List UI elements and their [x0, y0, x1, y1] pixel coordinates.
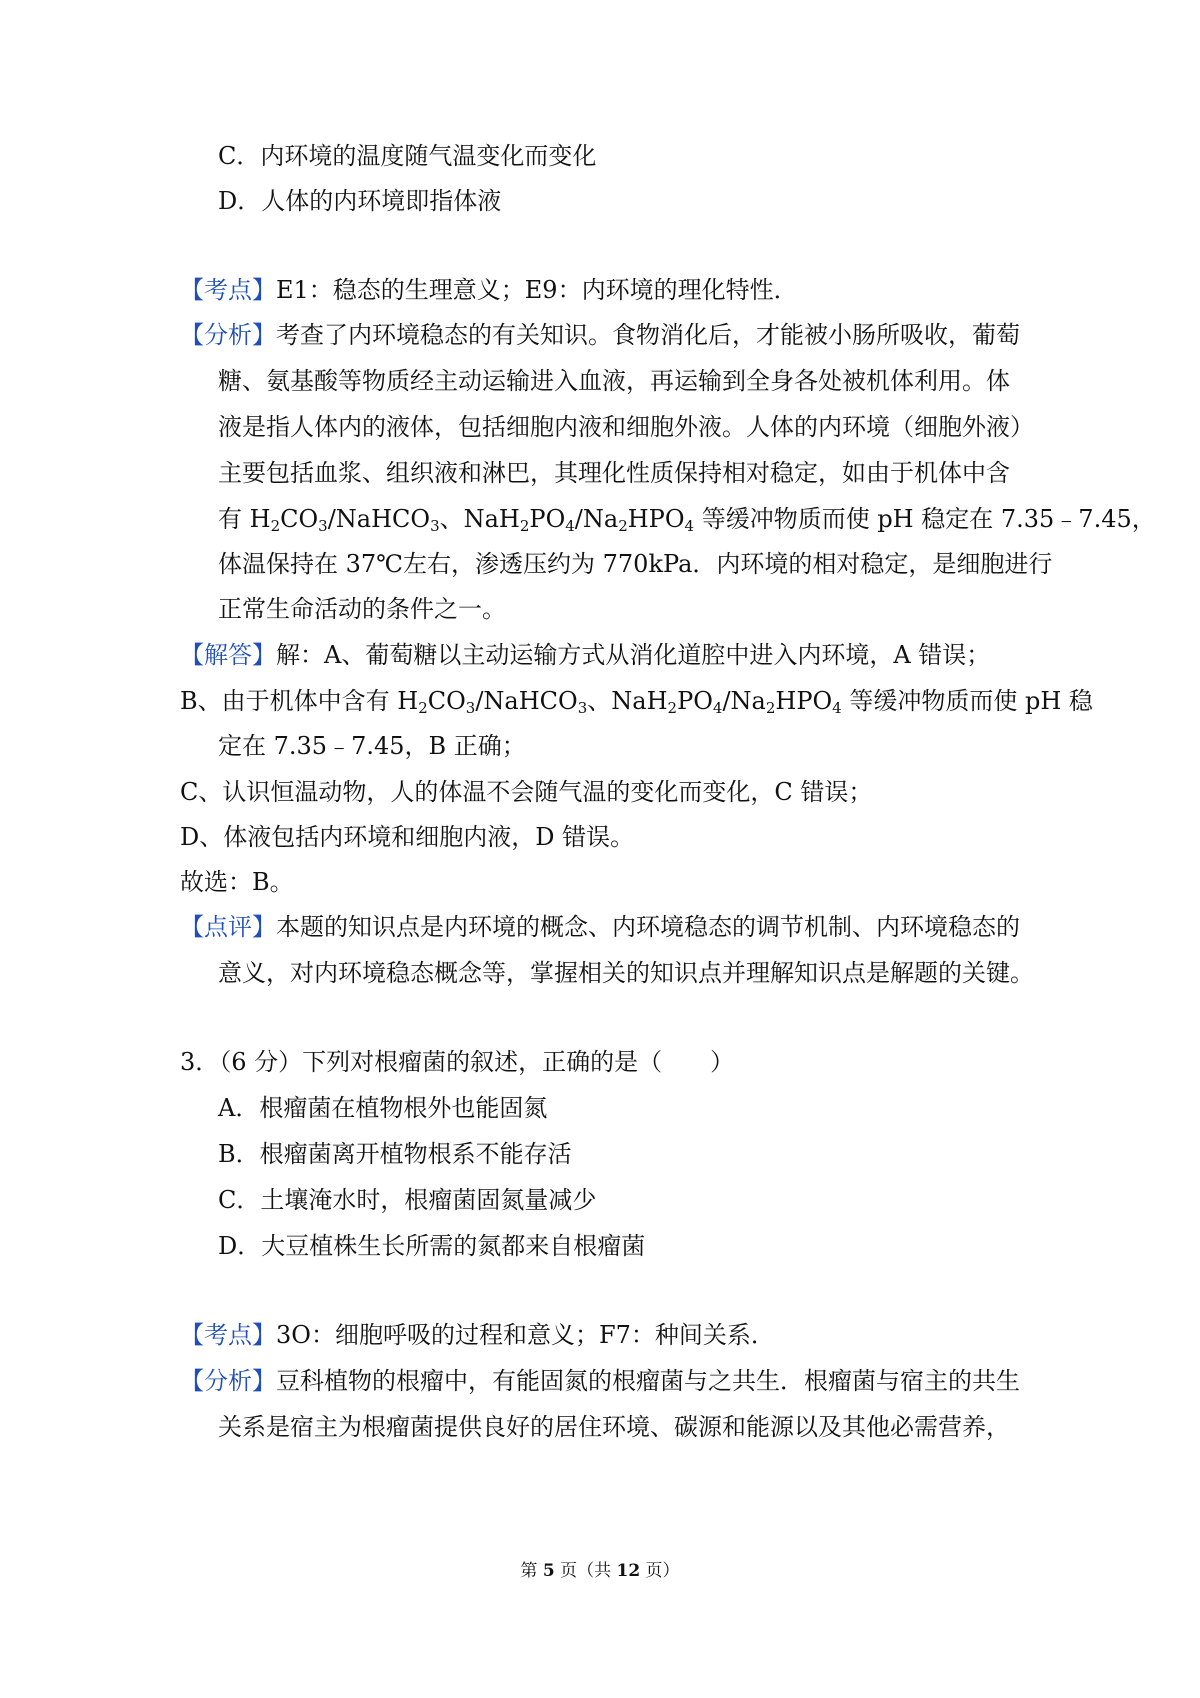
- dianping-tag: 【点评】: [180, 913, 276, 941]
- fenxi-text: 考查了内环境稳态的有关知识。食物消化后，才能被小肠所吸收，葡萄: [276, 321, 1020, 349]
- formula-text: HPO: [627, 505, 685, 533]
- subscript: 3: [577, 699, 588, 717]
- q2-option-d: D．人体的内环境即指体液: [218, 187, 502, 215]
- subscript: 2: [667, 699, 678, 717]
- q2-fenxi-line-1: [180, 320, 1020, 350]
- q2-jieda-line-b1: [180, 686, 1093, 716]
- subscript: 4: [832, 699, 842, 717]
- formula-text: 等缓冲物质而使 pH 稳定在 7.35﹣7.45，: [694, 505, 1156, 533]
- footer-middle: 页（共: [554, 1561, 617, 1581]
- formula-text: CO: [280, 505, 319, 533]
- subscript: 2: [765, 699, 776, 717]
- subscript: 2: [270, 517, 281, 535]
- q3-stem: 3．（6 分）下列对根瘤菌的叙述，正确的是（ ）: [180, 1048, 735, 1076]
- subscript: 3: [465, 699, 476, 717]
- formula-text: 、NaH: [439, 505, 520, 533]
- subscript: 2: [418, 699, 428, 717]
- q3-option-b: B．根瘤菌离开植物根系不能存活: [218, 1140, 572, 1168]
- q2-fenxi-line-3: 液是指人体内的液体，包括细胞内液和细胞外液。人体的内环境（细胞外液）: [218, 413, 1034, 441]
- kaodian-tag: 【考点】: [180, 276, 276, 304]
- kaodian-tag: 【考点】: [180, 1321, 276, 1349]
- q3-fenxi-line-1: [180, 1366, 1020, 1396]
- kaodian-text: 3O：细胞呼吸的过程和意义；F7：种间关系．: [276, 1321, 775, 1349]
- q2-fenxi-line-2: 糖、氨基酸等物质经主动运输进入血液，再运输到全身各处被机体利用。体: [218, 367, 1010, 395]
- q2-jieda-line-c: C、认识恒温动物，人的体温不会随气温的变化而变化，C 错误；: [180, 778, 873, 806]
- fenxi-tag: 【分析】: [180, 1367, 276, 1395]
- subscript: 4: [684, 517, 695, 535]
- footer-prefix: 第: [520, 1561, 543, 1581]
- fenxi-text: 豆科植物的根瘤中，有能固氮的根瘤菌与之共生．根瘤菌与宿主的共生: [276, 1367, 1020, 1395]
- formula-text: /NaHCO: [475, 687, 578, 715]
- q2-fenxi-line-7: 正常生命活动的条件之一。: [218, 595, 506, 623]
- subscript: 4: [712, 699, 723, 717]
- footer-suffix: 页）: [640, 1561, 680, 1581]
- formula-text: /NaHCO: [327, 505, 431, 533]
- q2-option-c: C．内环境的温度随气温变化而变化: [218, 142, 597, 170]
- q3-option-d: D．大豆植株生长所需的氮都来自根瘤菌: [218, 1232, 646, 1260]
- q3-kaodian: [180, 1320, 775, 1350]
- kaodian-text: E1：稳态的生理意义；E9：内环境的理化特性．: [276, 276, 798, 304]
- q2-fenxi-line-5: [218, 504, 1156, 534]
- subscript: 2: [519, 517, 530, 535]
- q2-fenxi-line-6: 体温保持在 37℃左右，渗透压约为 770kPa．内环境的相对稳定，是细胞进行: [218, 550, 1053, 578]
- formula-text: CO: [427, 687, 466, 715]
- formula-text: 等缓冲物质而使 pH 稳: [841, 687, 1093, 715]
- formula-text: /Na: [722, 687, 766, 715]
- jieda-tag: 【解答】: [180, 641, 276, 669]
- q2-answer: 故选：B。: [180, 868, 294, 896]
- footer-total-pages: 12: [616, 1561, 641, 1581]
- q2-jieda-line-b2: 定在 7.35﹣7.45，B 正确；: [218, 732, 526, 760]
- q2-dianping-line-2: 意义，对内环境稳态概念等，掌握相关的知识点并理解知识点是解题的关键。: [218, 959, 1034, 987]
- subscript: 3: [318, 517, 328, 535]
- formula-text: PO: [677, 687, 713, 715]
- jieda-text: 解：A、葡萄糖以主动运输方式从消化道腔中进入内环境，A 错误；: [276, 641, 991, 669]
- q2-fenxi-line-4: 主要包括血浆、组织液和淋巴，其理化性质保持相对稳定，如由于机体中含: [218, 459, 1010, 487]
- formula-text: PO: [529, 505, 566, 533]
- q2-dianping-line-1: [180, 912, 1020, 942]
- dianping-text: 本题的知识点是内环境的概念、内环境稳态的调节机制、内环境稳态的: [276, 913, 1020, 941]
- q2-kaodian: [180, 275, 798, 305]
- formula-text: HPO: [775, 687, 833, 715]
- subscript: 4: [565, 517, 575, 535]
- q3-fenxi-line-2: 关系是宿主为根瘤菌提供良好的居住环境、碳源和能源以及其他必需营养，: [218, 1413, 1010, 1441]
- formula-text: 、NaH: [587, 687, 668, 715]
- fenxi-tag: 【分析】: [180, 321, 276, 349]
- q3-option-a: A．根瘤菌在植物根外也能固氮: [218, 1094, 548, 1122]
- q3-option-c: C．土壤淹水时，根瘤菌固氮量减少: [218, 1186, 597, 1214]
- formula-text: /Na: [574, 505, 619, 533]
- subscript: 2: [618, 517, 628, 535]
- q2-jieda-line-a: [180, 640, 990, 670]
- q2-jieda-line-d: D、体液包括内环境和细胞内液，D 错误。: [180, 823, 635, 851]
- formula-text: B、由于机体中含有 H: [180, 687, 419, 715]
- footer-page-number: 5: [542, 1561, 555, 1581]
- subscript: 3: [430, 517, 440, 535]
- page-footer: [0, 1560, 1200, 1582]
- formula-text: 有 H: [218, 505, 271, 533]
